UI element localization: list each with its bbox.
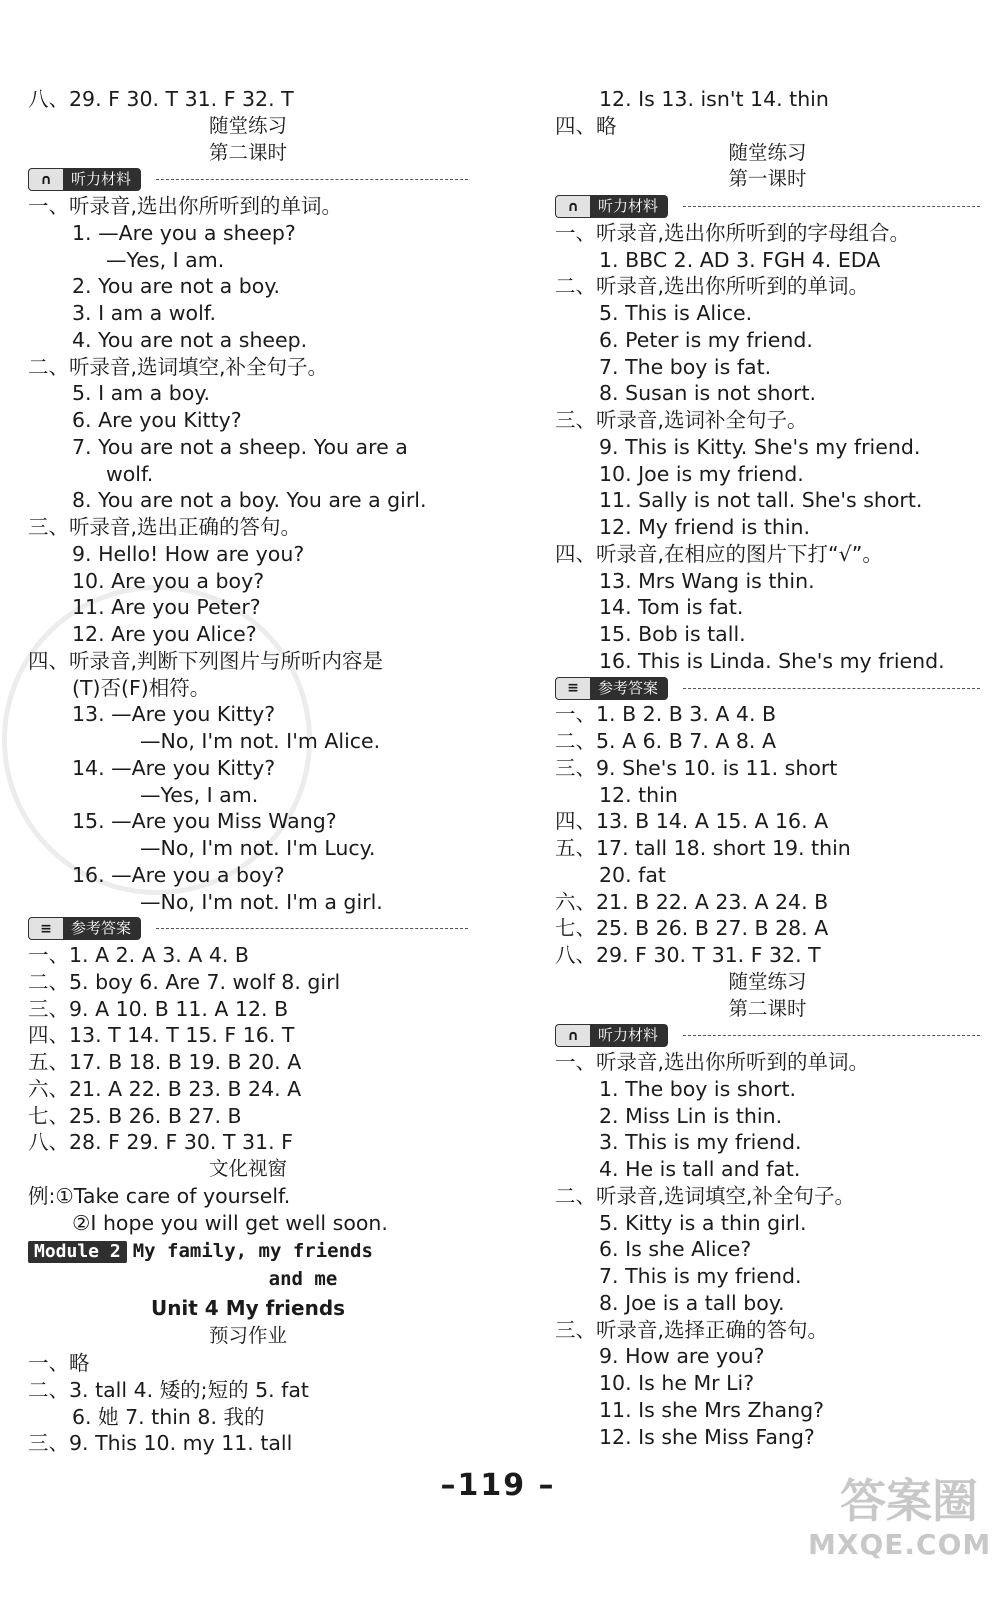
module-title-continued: and me (268, 1268, 338, 1291)
text-line: 8. Susan is not short. (599, 381, 817, 406)
section-heading-label: 参考答案 (590, 677, 668, 700)
text-line: 五、17. B 18. B 19. B 20. A (28, 1050, 302, 1074)
text-line: 9. How are you? (599, 1344, 765, 1369)
text-line: 七、25. B 26. B 27. B (28, 1103, 242, 1128)
text-line: 八、29. F 30. T 31. F 32. T (555, 943, 821, 967)
text-line: 八、29. F 30. T 31. F 32. T (28, 87, 294, 111)
text-line: 1. The boy is short. (599, 1076, 797, 1101)
text-line: 二、3. tall 4. 矮的;短的 5. fat (28, 1377, 309, 1402)
dotted-divider (683, 206, 980, 207)
dotted-divider (683, 688, 980, 689)
module-tag: Module 2 (28, 1241, 127, 1263)
text-line: 一、1. B 2. B 3. A 4. B (555, 702, 777, 727)
text-line: 八、28. F 29. F 30. T 31. F (28, 1130, 293, 1155)
text-line: 16. —Are you a boy? (72, 862, 285, 887)
text-line: 12. thin (599, 782, 678, 807)
text-line: 7. The boy is fat. (599, 354, 772, 379)
text-line: ②I hope you will get well soon. (72, 1210, 388, 1235)
text-line: 12. My friend is thin. (599, 515, 811, 539)
dotted-divider (156, 179, 468, 180)
text-line: 六、21. B 22. A 23. A 24. B (555, 889, 829, 914)
section-heading-label: 参考答案 (63, 917, 141, 940)
text-line: 例:①Take care of yourself. (28, 1183, 291, 1208)
text-line: 七、25. B 26. B 27. B 28. A (555, 916, 829, 941)
text-line: 10. Joe is my friend. (599, 461, 804, 486)
text-line: 三、9. This 10. my 11. tall (28, 1431, 293, 1456)
page-number: –119 – (440, 1468, 556, 1503)
section-title: 第二课时 (728, 996, 807, 1020)
text-line: 7. You are not a sheep. You are a (72, 434, 408, 459)
text-line: 3. I am a wolf. (72, 301, 217, 325)
section-heading (28, 166, 468, 193)
text-line: 2. Miss Lin is thin. (599, 1103, 783, 1128)
text-line: —No, I'm not. I'm a girl. (140, 889, 383, 914)
section-title: 随堂练习 (208, 113, 287, 137)
text-line: —No, I'm not. I'm Lucy. (140, 836, 376, 860)
text-line: 9. Hello! How are you? (72, 541, 305, 566)
text-line: 4. He is tall and fat. (599, 1157, 801, 1181)
text-line: wolf. (106, 461, 154, 486)
text-line: 10. Is he Mr Li? (599, 1371, 755, 1395)
dotted-divider (156, 928, 468, 929)
section-heading-label: 听力材料 (590, 195, 668, 218)
text-line: 1. BBC 2. AD 3. FGH 4. EDA (599, 247, 881, 272)
text-line: 16. This is Linda. She's my friend. (599, 648, 945, 673)
text-line: 四、略 (555, 113, 617, 138)
section-title: 随堂练习 (728, 969, 807, 993)
text-line: 三、9. A 10. B 11. A 12. B (28, 996, 289, 1021)
text-line: 13. —Are you Kitty? (72, 702, 276, 727)
text-line: 四、13. T 14. T 15. F 16. T (28, 1023, 295, 1048)
text-line: 一、听录音,选出你所听到的字母组合。 (555, 220, 911, 245)
text-line: 14. Tom is fat. (599, 595, 744, 620)
watermark-text: 答案圈 (840, 1474, 978, 1528)
text-line: —No, I'm not. I'm Alice. (140, 729, 381, 753)
text-line: 2. You are not a boy. (72, 274, 281, 299)
text-line: 8. Joe is a tall boy. (599, 1290, 785, 1315)
module-title: My family, my friends (132, 1240, 373, 1263)
text-line: 1. —Are you a sheep? (72, 220, 296, 245)
dotted-divider (683, 1035, 980, 1036)
section-heading-label: 听力材料 (590, 1024, 668, 1047)
text-line: 8. You are not a boy. You are a girl. (72, 488, 427, 513)
headphones-icon: ∩ (555, 1024, 590, 1047)
text-line: 5. This is Alice. (599, 301, 753, 325)
section-heading (555, 1022, 980, 1049)
text-line: 一、听录音,选出你所听到的单词。 (28, 194, 343, 218)
text-line: 20. fat (599, 862, 666, 887)
unit-title: Unit 4 My friends (150, 1296, 346, 1321)
text-line: 3. This is my friend. (599, 1130, 802, 1155)
text-line: 15. —Are you Miss Wang? (72, 809, 337, 834)
text-line: 二、听录音,选出你所听到的单词。 (555, 274, 870, 299)
text-line: 6. Peter is my friend. (599, 327, 813, 352)
text-line: 4. You are not a sheep. (72, 327, 308, 352)
text-line: 5. Kitty is a thin girl. (599, 1210, 807, 1235)
text-line: 11. Sally is not tall. She's short. (599, 488, 923, 513)
text-line: 三、9. She's 10. is 11. short (555, 755, 838, 780)
text-line: 六、21. A 22. B 23. B 24. A (28, 1076, 302, 1101)
text-line: 13. Mrs Wang is thin. (599, 568, 815, 593)
module-heading (28, 1236, 468, 1265)
watermark-logo (808, 1474, 992, 1584)
text-line: 四、听录音,在相应的图片下打“√”。 (555, 541, 883, 566)
text-line: 11. Is she Mrs Zhang? (599, 1397, 824, 1422)
text-line: 一、听录音,选出你所听到的单词。 (555, 1050, 870, 1074)
answer-icon: ≡ (28, 917, 63, 940)
text-line: 四、听录音,判断下列图片与所听内容是 (28, 648, 384, 673)
right-column (555, 86, 980, 1450)
text-line: —Yes, I am. (106, 247, 225, 272)
text-line: 10. Are you a boy? (72, 568, 265, 593)
left-column (28, 86, 468, 1457)
section-heading (555, 193, 980, 220)
text-line: 三、听录音,选择正确的答句。 (555, 1317, 829, 1342)
text-line: 9. This is Kitty. She's my friend. (599, 434, 921, 459)
text-line: 二、5. A 6. B 7. A 8. A (555, 729, 776, 753)
text-line: 五、17. tall 18. short 19. thin (555, 836, 851, 860)
text-line: 6. Are you Kitty? (72, 408, 242, 432)
text-line: 三、听录音,选词补全句子。 (555, 408, 808, 432)
text-line: 一、略 (28, 1351, 90, 1375)
section-title: 第一课时 (728, 167, 807, 191)
section-heading (555, 675, 980, 702)
text-line: 二、听录音,选词填空,补全句子。 (555, 1183, 856, 1208)
text-line: 二、听录音,选词填空,补全句子。 (28, 354, 329, 379)
section-heading (28, 915, 468, 942)
text-line: 12. Is 13. isn't 14. thin (599, 87, 829, 111)
section-title: 随堂练习 (728, 140, 807, 164)
text-line: 7. This is my friend. (599, 1264, 802, 1288)
text-line: 5. I am a boy. (72, 381, 211, 406)
text-line: 6. Is she Alice? (599, 1237, 752, 1262)
text-line: 12. Are you Alice? (72, 622, 257, 646)
headphones-icon: ∩ (555, 195, 590, 218)
text-line: 15. Bob is tall. (599, 622, 746, 646)
text-line: 14. —Are you Kitty? (72, 755, 276, 780)
headphones-icon: ∩ (28, 168, 63, 191)
section-heading-label: 听力材料 (63, 168, 141, 191)
text-line: 一、1. A 2. A 3. A 4. B (28, 943, 249, 967)
section-title: 预习作业 (208, 1324, 287, 1348)
text-line: 11. Are you Peter? (72, 595, 261, 620)
section-title: 文化视窗 (208, 1157, 287, 1180)
answer-icon: ≡ (555, 677, 590, 700)
section-title: 第二课时 (208, 140, 287, 164)
text-line: 三、听录音,选出正确的答句。 (28, 515, 302, 539)
watermark-url: MXQE.COM (808, 1528, 992, 1561)
text-line: —Yes, I am. (140, 782, 259, 807)
text-line: (T)否(F)相符。 (72, 675, 211, 700)
text-line: 四、13. B 14. A 15. A 16. A (555, 809, 829, 834)
text-line: 6. 她 7. thin 8. 我的 (72, 1404, 265, 1429)
text-line: 二、5. boy 6. Are 7. wolf 8. girl (28, 969, 341, 994)
text-line: 12. Is she Miss Fang? (599, 1424, 815, 1449)
